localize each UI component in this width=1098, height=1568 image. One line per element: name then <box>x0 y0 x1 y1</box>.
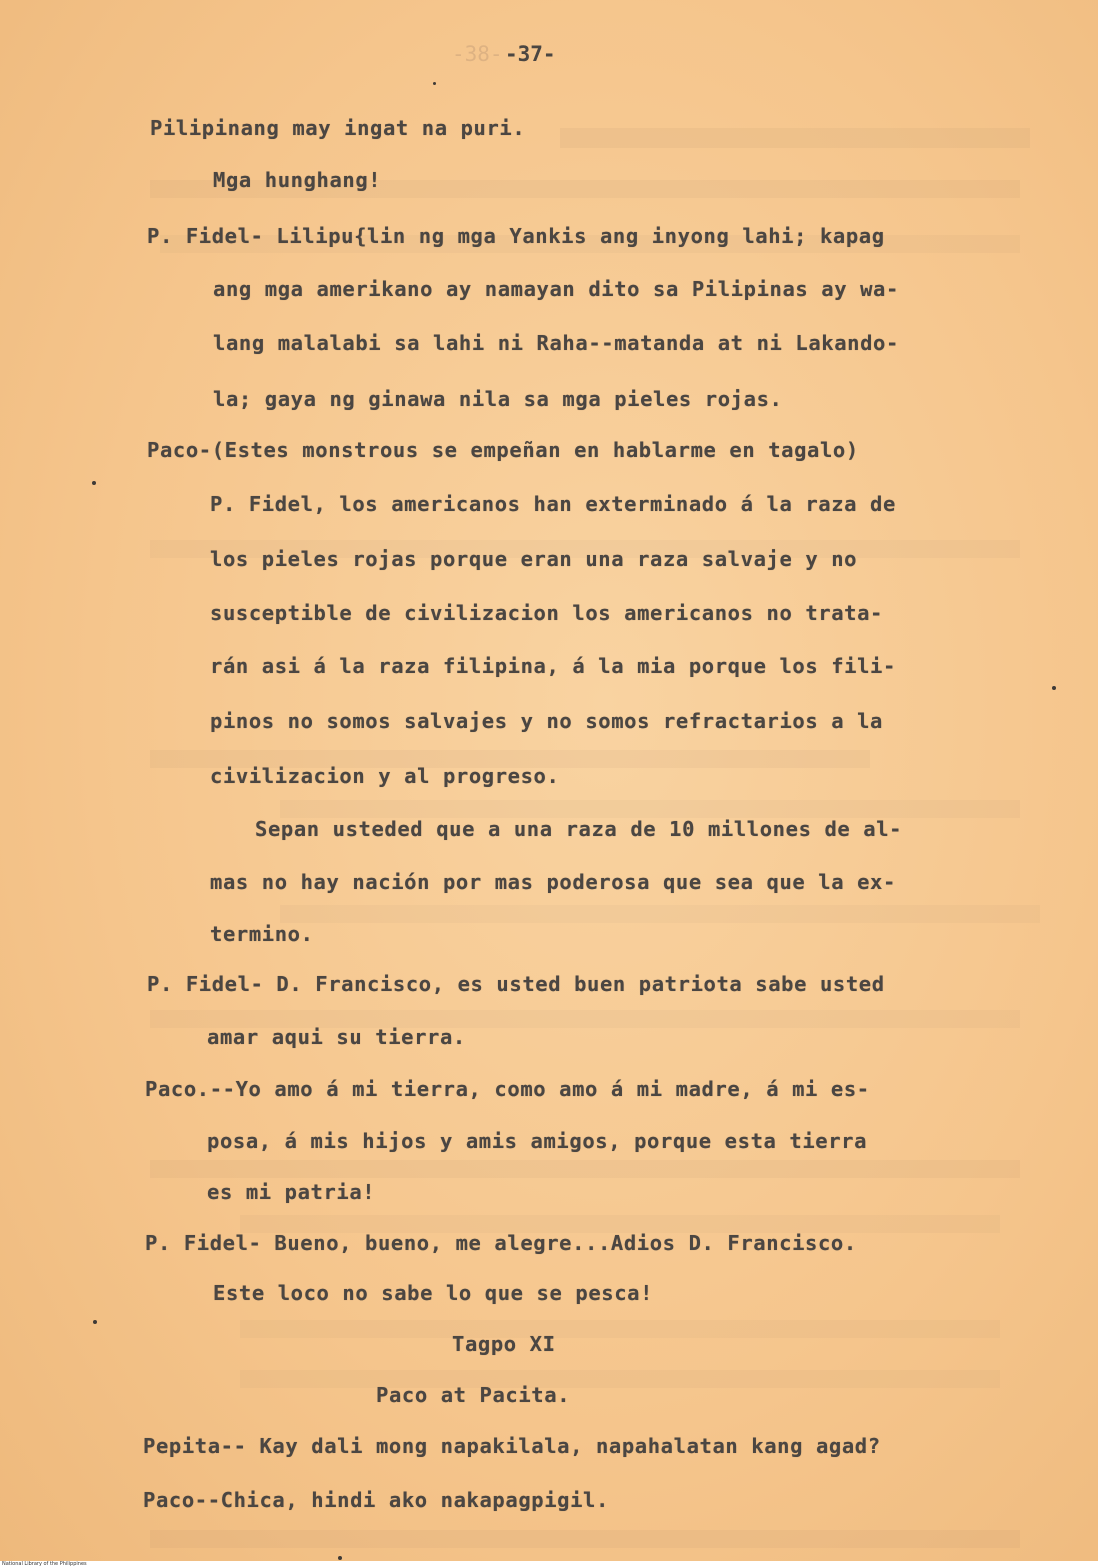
footer-credit: National Library of the Philippines <box>2 1561 87 1567</box>
ink-speck <box>433 82 436 85</box>
text-line-19: Paco.--Yo amo á mi tierra, como amo á mi madre, á mi es- <box>145 1077 870 1101</box>
text-line-23: Este loco no sabe lo que se pesca! <box>213 1281 654 1305</box>
scene-heading: Tagpo XI <box>452 1332 556 1356</box>
ink-speck <box>93 1320 97 1324</box>
ink-speck <box>1052 686 1056 690</box>
text-line-12: pinos no somos salvajes y no somos refractarios a la <box>210 709 883 733</box>
text-line-6: la; gaya ng ginawa nila sa mga pieles rojas. <box>213 387 783 411</box>
text-line-16: termino. <box>210 922 314 946</box>
text-line-10: susceptible de civilizacion los americanos no trata- <box>210 601 883 625</box>
text-line-13: civilizacion y al progreso. <box>210 764 560 788</box>
text-line-11: rán asi á la raza filipina, á la mia porque los fili- <box>210 654 896 678</box>
ink-speck <box>92 481 96 485</box>
text-line-8: P. Fidel, los americanos han exterminado á la raza de <box>210 492 896 516</box>
text-line-2: Mga hunghang! <box>213 168 382 192</box>
text-line-18: amar aqui su tierra. <box>207 1025 466 1049</box>
scene-characters: Paco at Pacita. <box>376 1383 571 1407</box>
text-line-27: Paco--Chica, hindi ako nakapagpigil. <box>143 1488 609 1512</box>
text-line-1: Pilipinang may ingat na puri. <box>150 116 526 140</box>
text-line-26: Pepita-- Kay dali mong napakilala, napahalatan kang agad? <box>143 1434 881 1458</box>
text-line-22: P. Fidel- Bueno, bueno, me alegre...Adios D. Francisco. <box>145 1231 857 1255</box>
text-line-3: P. Fidel- Lilipu{lin ng mga Yankis ang inyong lahi; kapag <box>147 224 885 248</box>
text-line-5: lang malalabi sa lahi ni Raha--matanda at ni Lakando- <box>213 331 899 355</box>
scan-footer <box>0 1561 1098 1568</box>
page-number: -37- <box>505 42 556 66</box>
ghost-page-number: -38- <box>452 42 503 66</box>
text-line-21: es mi patria! <box>207 1180 376 1204</box>
ink-speck <box>338 1556 342 1560</box>
text-line-15: mas no hay nación por mas poderosa que sea que la ex- <box>210 870 896 894</box>
text-line-9: los pieles rojas porque eran una raza salvaje y no <box>210 547 858 571</box>
text-line-14: Sepan usteded que a una raza de 10 millones de al- <box>255 817 903 841</box>
text-line-7: Paco-(Estes monstrous se empeñan en hablarme en tagalo) <box>147 438 859 462</box>
text-line-17: P. Fidel- D. Francisco, es usted buen patriota sabe usted <box>147 972 885 996</box>
text-line-4: ang mga amerikano ay namayan dito sa Pilipinas ay wa- <box>213 277 899 301</box>
text-line-20: posa, á mis hijos y amis amigos, porque esta tierra <box>207 1129 868 1153</box>
